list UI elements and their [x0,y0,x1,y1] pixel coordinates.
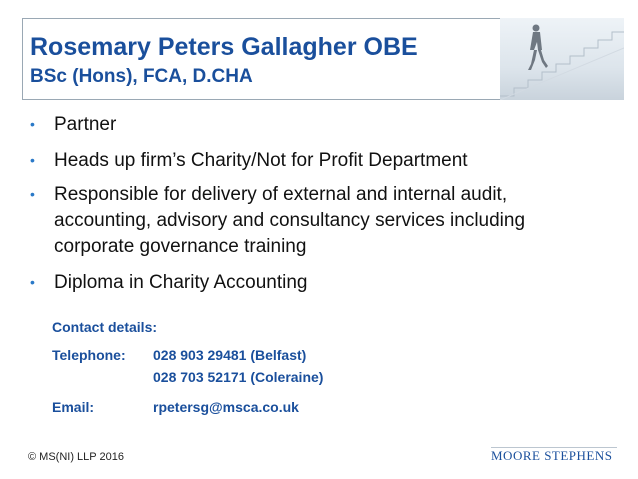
bullet-dot: • [30,274,35,290]
telephone-belfast: 028 903 29481 (Belfast) [153,347,307,363]
bullet-dot: • [30,116,35,132]
bullet-dot: • [30,152,35,168]
moore-stephens-logo: MOORE STEPHENS [491,448,613,463]
email-address[interactable]: rpetersg@msca.co.uk [153,399,299,415]
bullet-text: corporate governance training [54,236,307,257]
person-name: Rosemary Peters Gallagher OBE [30,33,418,61]
copyright-notice: © MS(NI) LLP 2016 [28,451,124,463]
bullet-text: Heads up firm’s Charity/Not for Profit Department [54,150,468,171]
email-label: Email: [52,399,95,415]
stairs-photo [500,18,624,100]
bullet-text: Responsible for delivery of external and internal audit, [54,184,508,205]
contact-heading: Contact details: [52,319,158,335]
bullet-text: Diploma in Charity Accounting [54,272,308,293]
bullet-dot: • [30,186,35,202]
telephone-coleraine: 028 703 52171 (Coleraine) [153,369,324,385]
bullet-text: Partner [54,114,117,135]
bullet-text: accounting, advisory and consultancy services including [54,210,526,231]
person-credentials: BSc (Hons), FCA, D.CHA [30,66,253,87]
telephone-label: Telephone: [52,347,126,363]
